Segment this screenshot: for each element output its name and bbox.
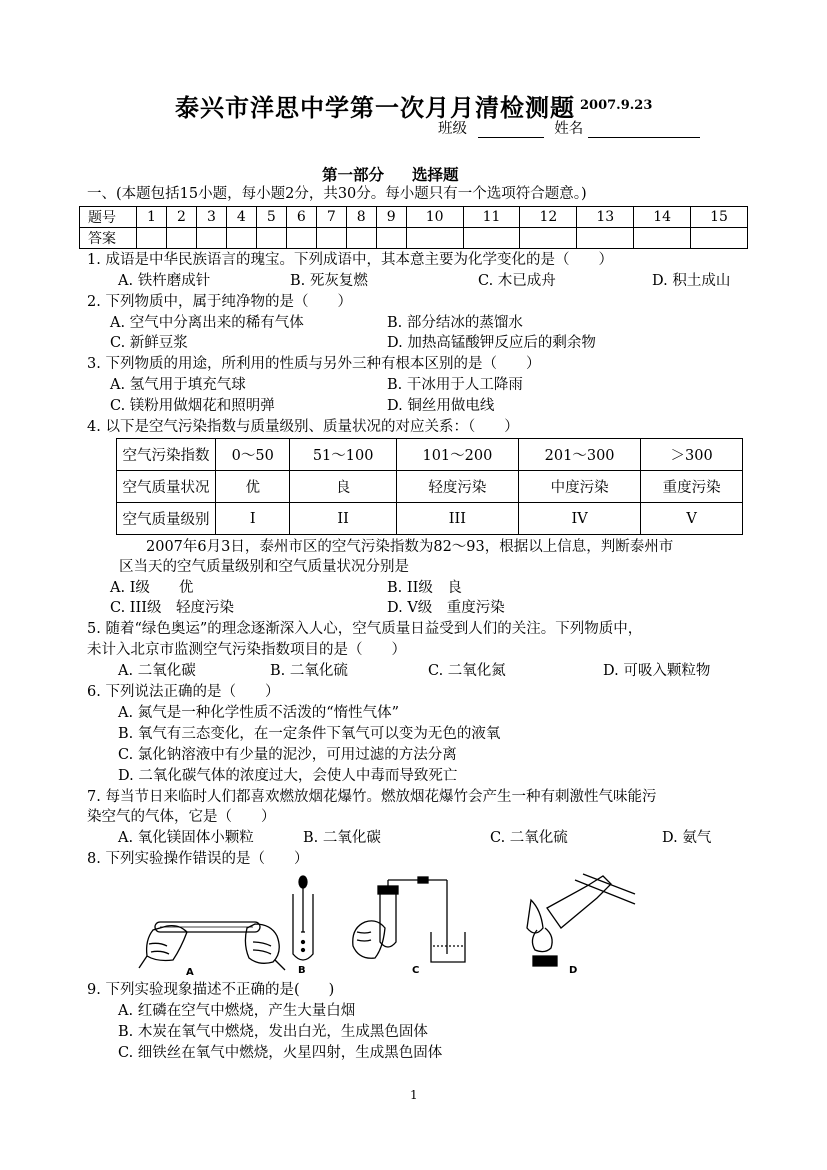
- answer-cell[interactable]: [166, 228, 196, 249]
- table-cell: ＞300: [641, 439, 743, 471]
- question-number: 6: [286, 207, 316, 228]
- answer-cell[interactable]: [691, 228, 748, 249]
- q4-option-c: C. III级 轻度污染: [110, 600, 234, 616]
- answer-cell[interactable]: [463, 228, 520, 249]
- q2-option-d: D. 加热高锰酸钾反应后的剩余物: [387, 335, 596, 351]
- page-number: 1: [410, 1088, 418, 1102]
- q3-option-b: B. 干冰用于人工降雨: [387, 377, 523, 393]
- answer-cell[interactable]: [406, 228, 463, 249]
- answer-cell[interactable]: [346, 228, 376, 249]
- question-number: 14: [634, 207, 691, 228]
- q9-option-a: A. 红磷在空气中燃烧，产生大量白烟: [118, 1003, 356, 1019]
- q1-stem: 1. 成语是中华民族语言的瑰宝。下列成语中，其本意主要为化学变化的是（ ）: [87, 252, 613, 268]
- name-blank: [588, 137, 700, 138]
- figure-label-d: D: [569, 965, 578, 976]
- figure-label-c: C: [412, 965, 420, 976]
- q4-option-d: D. V级 重度污染: [387, 600, 505, 616]
- table-cell: 0～50: [216, 439, 290, 471]
- q2-stem: 2. 下列物质中，属于纯净物的是（ ）: [87, 294, 352, 310]
- q5-option-d: D. 可吸入颗粒物: [603, 663, 711, 679]
- q9-stem: 9. 下列实验现象描述不正确的是( ): [87, 982, 335, 998]
- question-number: 10: [406, 207, 463, 228]
- q3-option-a: A. 氢气用于填充气球: [110, 377, 246, 393]
- q7-option-b: B. 二氧化碳: [303, 830, 381, 846]
- row-header: 空气质量状况: [117, 471, 216, 503]
- answer-cell[interactable]: [196, 228, 226, 249]
- q5-stem-line2: 未计入北京市监测空气污染指数项目的是（ ）: [87, 642, 406, 658]
- table-cell: II: [290, 503, 396, 535]
- table-cell: 201～300: [519, 439, 641, 471]
- answer-table-header: 题号: [80, 207, 137, 228]
- question-number: 11: [463, 207, 520, 228]
- table-cell: IV: [519, 503, 641, 535]
- page-title: 泰兴市洋思中学第一次月月清检测题: [175, 93, 575, 122]
- section-part: 第一部分: [322, 165, 385, 184]
- q1-option-b: B. 死灰复燃: [290, 273, 368, 289]
- q6-option-c: C. 氯化钠溶液中有少量的泥沙，可用过滤的方法分离: [118, 747, 457, 763]
- answer-cell[interactable]: [137, 228, 167, 249]
- q1-option-d: D. 积土成山: [652, 273, 731, 289]
- figure-label-a: A: [186, 967, 194, 978]
- q5-option-c: C. 二氧化氮: [428, 663, 506, 679]
- section-intro: 一、(本题包括15小题，每小题2分，共30分。每小题只有一个选项符合题意。): [87, 186, 587, 202]
- answer-cell[interactable]: [376, 228, 406, 249]
- q6-option-d: D. 二氧化碳气体的浓度过大，会使人中毒而导致死亡: [118, 768, 458, 784]
- question-number: 2: [166, 207, 196, 228]
- answer-cell[interactable]: [256, 228, 286, 249]
- table-cell: 51～100: [290, 439, 396, 471]
- q5-option-b: B. 二氧化硫: [270, 663, 348, 679]
- q6-option-a: A. 氮气是一种化学性质不活泼的“惰性气体”: [118, 705, 400, 721]
- answer-cell[interactable]: [316, 228, 346, 249]
- row-header: 空气污染指数: [117, 439, 216, 471]
- name-label: 姓名: [554, 121, 584, 137]
- question-number: 4: [226, 207, 256, 228]
- figure-label-b: B: [298, 965, 306, 976]
- q4-option-b: B. II级 良: [387, 580, 462, 596]
- q2-option-c: C. 新鲜豆浆: [110, 335, 188, 351]
- answer-table-number-row: [80, 207, 748, 228]
- question-number: 5: [256, 207, 286, 228]
- q4-option-a: A. I级 优: [110, 580, 194, 596]
- question-number: 8: [346, 207, 376, 228]
- table-cell: 良: [290, 471, 396, 503]
- q7-stem-line2: 染空气的气体，它是（ ）: [87, 809, 276, 825]
- answer-cell[interactable]: [634, 228, 691, 249]
- q1-option-a: A. 铁杵磨成针: [118, 273, 211, 289]
- q6-stem: 6. 下列说法正确的是（ ）: [87, 684, 280, 700]
- q2-option-a: A. 空气中分离出来的稀有气体: [110, 315, 304, 331]
- answer-cell[interactable]: [226, 228, 256, 249]
- question-number: 12: [520, 207, 577, 228]
- q3-option-d: D. 铜丝用做电线: [387, 398, 495, 414]
- q6-option-b: B. 氧气有三态变化，在一定条件下氧气可以变为无色的液氧: [118, 726, 501, 742]
- answer-cell[interactable]: [577, 228, 634, 249]
- answer-cell[interactable]: [286, 228, 316, 249]
- question-number: 3: [196, 207, 226, 228]
- q9-option-b: B. 木炭在氧气中燃烧，发出白光，生成黑色固体: [118, 1024, 428, 1040]
- class-blank: [478, 137, 544, 138]
- table-cell: 优: [216, 471, 290, 503]
- q5-stem-line1: 5. 随着“绿色奥运”的理念逐渐深入人心，空气质量日益受到人们的关注。下列物质中，: [87, 621, 643, 637]
- figure-c-gas-apparatus: [353, 877, 465, 962]
- q7-option-d: D. 氨气: [662, 830, 712, 846]
- question-number: 9: [376, 207, 406, 228]
- table-cell: I: [216, 503, 290, 535]
- table-cell: V: [641, 503, 743, 535]
- q7-stem-line1: 7. 每当节日来临时人们都喜欢燃放烟花爆竹。燃放烟花爆竹会产生一种有刺激性气味能污: [87, 789, 657, 805]
- table-cell: 中度污染: [519, 471, 641, 503]
- class-label: 班级: [438, 121, 467, 137]
- pollution-table: [116, 438, 743, 535]
- answer-cell[interactable]: [520, 228, 577, 249]
- question-number: 15: [691, 207, 748, 228]
- figure-d-heating-tube: [527, 874, 635, 966]
- q4-paragraph-line1: 2007年6月3日，泰州市区的空气污染指数为82～93，根据以上信息，判断泰州市: [146, 539, 674, 555]
- row-header: 空气质量级别: [117, 503, 216, 535]
- q2-option-b: B. 部分结冰的蒸馏水: [387, 315, 523, 331]
- table-cell: 101～200: [396, 439, 518, 471]
- q4-paragraph-line2: 区当天的空气质量级别和空气质量状况分别是: [119, 559, 409, 575]
- q7-option-a: A. 氧化镁固体小颗粒: [118, 830, 254, 846]
- section-name: 选择题: [412, 165, 459, 184]
- table-cell: 重度污染: [641, 471, 743, 503]
- quality-level-row: [117, 503, 743, 535]
- q5-option-a: A. 二氧化碳: [118, 663, 196, 679]
- q1-option-c: C. 木已成舟: [478, 273, 556, 289]
- quality-status-row: [117, 471, 743, 503]
- q8-stem: 8. 下列实验操作错误的是（ ）: [87, 851, 309, 867]
- section-heading: [322, 163, 459, 185]
- table-cell: 轻度污染: [396, 471, 518, 503]
- figure-a-hands-tube: [139, 922, 285, 970]
- answer-table-answer-row: [80, 228, 748, 249]
- q7-option-c: C. 二氧化硫: [490, 830, 568, 846]
- question-number: 1: [137, 207, 167, 228]
- class-name-line: [438, 117, 700, 138]
- table-cell: III: [396, 503, 518, 535]
- q3-option-c: C. 镁粉用做烟花和照明弹: [110, 398, 275, 414]
- answer-row-label: 答案: [80, 228, 137, 249]
- question-number: 13: [577, 207, 634, 228]
- q9-option-c: C. 细铁丝在氧气中燃烧，火星四射，生成黑色固体: [118, 1045, 443, 1061]
- question-number: 7: [316, 207, 346, 228]
- q4-stem: 4. 以下是空气污染指数与质量级别、质量状况的对应关系：（ ）: [87, 419, 519, 435]
- answer-table: [79, 206, 748, 249]
- figure-b-dropper-tube: [293, 876, 313, 960]
- exam-date: 2007.9.23: [580, 98, 653, 113]
- pollution-index-row: [117, 439, 743, 471]
- q3-stem: 3. 下列物质的用途，所利用的性质与另外三种有根本区别的是（ ）: [87, 356, 541, 372]
